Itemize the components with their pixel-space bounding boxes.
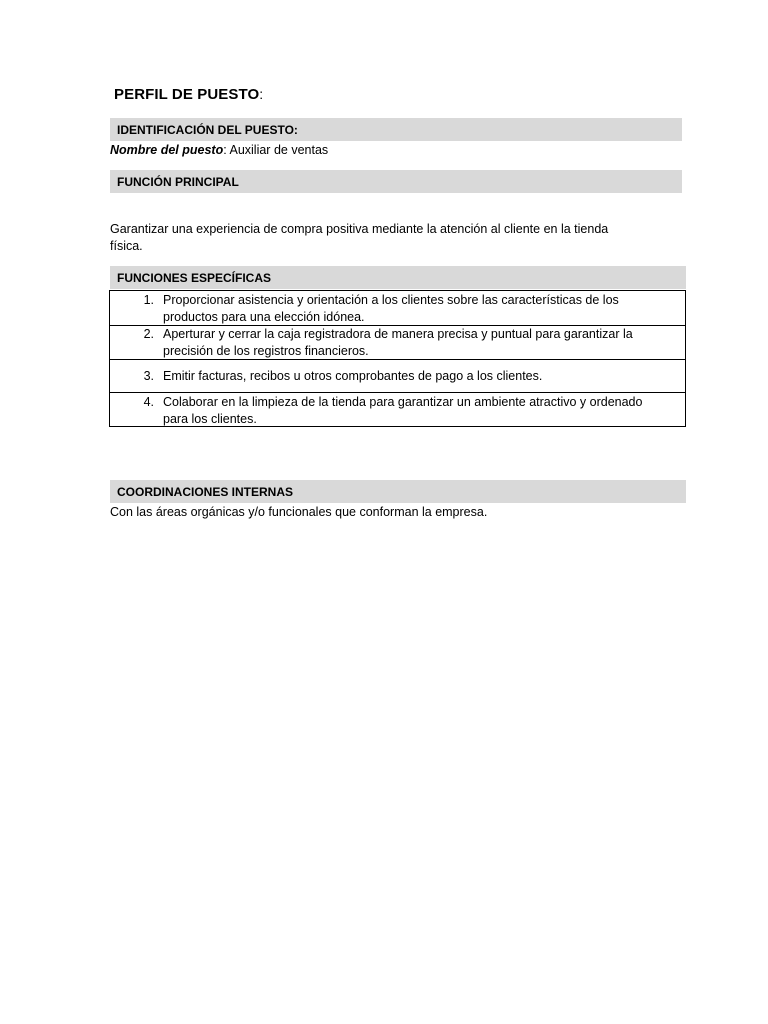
list-item-text bbox=[163, 394, 677, 427]
section-heading-funciones-especificas: FUNCIONES ESPECÍFICAS bbox=[110, 266, 686, 289]
list-item-number: 2. bbox=[143, 327, 154, 341]
list-item-number: 1. bbox=[143, 293, 154, 307]
list-item-line: Proporcionar asistencia y orientación a los clientes sobre las características de los bbox=[163, 293, 619, 307]
list-item-text bbox=[163, 292, 677, 325]
section-heading-funcion-principal: FUNCIÓN PRINCIPAL bbox=[110, 170, 682, 193]
list-item-line: precisión de los registros financieros. bbox=[163, 343, 369, 358]
job-name-value: Auxiliar de ventas bbox=[229, 143, 329, 157]
section-heading-identificacion: IDENTIFICACIÓN DEL PUESTO: bbox=[110, 118, 682, 141]
title-colon: : bbox=[259, 86, 264, 102]
job-name-label: Nombre del puesto bbox=[110, 143, 224, 157]
page-title bbox=[114, 86, 263, 103]
list-item-line: Emitir facturas, recibos u otros comprobantes de pago a los clientes. bbox=[163, 369, 543, 383]
list-item-text bbox=[163, 368, 677, 385]
job-name-separator: : bbox=[223, 143, 230, 157]
list-item-line: para los clientes. bbox=[163, 411, 257, 426]
list-item-line: productos para una elección idónea. bbox=[163, 309, 365, 324]
section-heading-coordinaciones: COORDINACIONES INTERNAS bbox=[110, 480, 686, 503]
list-item-number: 3. bbox=[143, 369, 154, 383]
list-item bbox=[110, 359, 685, 392]
specific-functions-list bbox=[109, 290, 686, 427]
list-item bbox=[110, 325, 685, 359]
list-item bbox=[110, 392, 685, 426]
coordinations-text: Con las áreas orgánicas y/o funcionales que conforman la empresa. bbox=[110, 505, 488, 519]
main-function-text-line-1: Garantizar una experiencia de compra positiva mediante la atención al cliente en la tienda bbox=[110, 222, 609, 236]
title-text: PERFIL DE PUESTO bbox=[114, 86, 260, 103]
list-item-number: 4. bbox=[143, 395, 154, 409]
main-function-text-line-2: física. bbox=[110, 239, 143, 253]
list-item-text bbox=[163, 326, 677, 359]
list-item bbox=[110, 291, 685, 325]
list-item-line: Aperturar y cerrar la caja registradora de manera precisa y puntual para garantizar la bbox=[163, 327, 633, 341]
job-name-line bbox=[110, 142, 328, 159]
list-item-line: Colaborar en la limpieza de la tienda para garantizar un ambiente atractivo y ordenado bbox=[163, 395, 643, 409]
